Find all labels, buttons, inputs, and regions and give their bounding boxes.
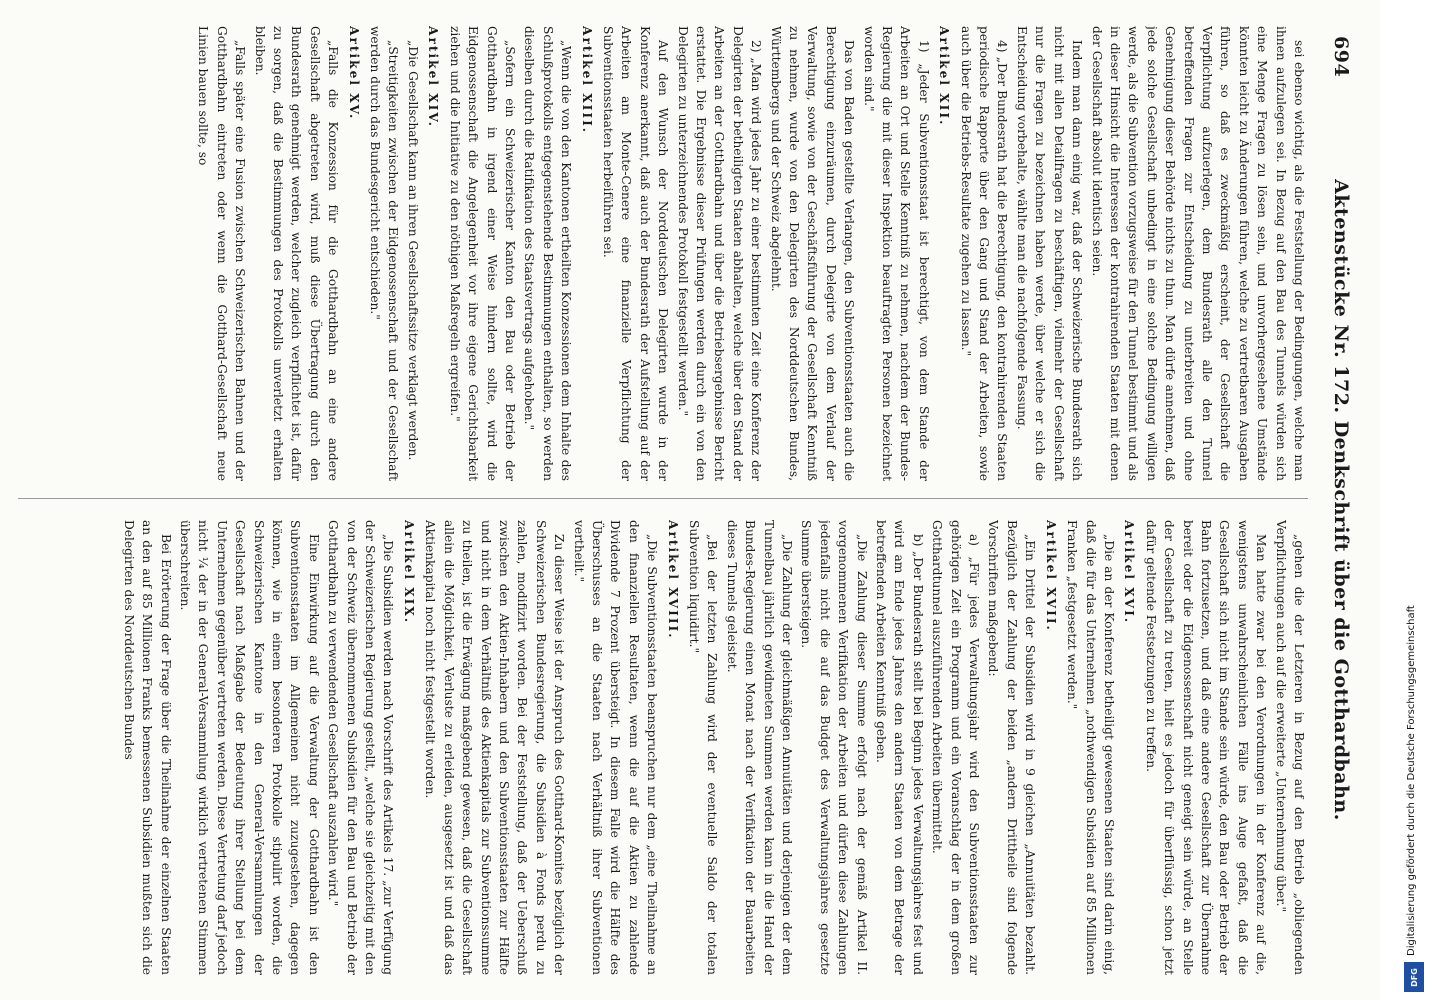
paragraph: Eine Einwirkung auf die Verwaltung der Gotthardbahn ist den Subventionsstaaten im Allgemeinen nicht zuzugestehen, dagegen können, wie in einem besonderen Protokolle stipulirt worden, die Schweizerischen Kantone in den General-Versammlungen der Gesellschaft nach Maßgabe der Bedeutung ihrer Stellung bei dem Unternehmen gegenüber vertreten werden. Diese Vertretung darf jedoch nicht ¼ der in der General-Versammlung wirklich vertretenen Stimmen überschreiten. <box>178 520 321 975</box>
article-heading: Artikel XVIII. <box>665 520 680 640</box>
article-heading: Artikel XIV. <box>426 26 441 128</box>
paragraph: Bei Erörterung der Frage über die Theilnahme der einzelnen Staaten an den auf 85 Millionen Franks bemessenen Subsidien mußten sich die Delegirten des Norddeutschen Bundes <box>121 520 173 975</box>
paragraph: „Wenn die von den Kantonen ertheilten Konzessionen dem Inhalte des Schlußprotokolls entgegenstehende Bestimmungen enthalten, so werden dieselben durch die Ratifikation des Staatsvertrags aufgehoben." <box>522 26 574 481</box>
paragraph: 4) „Der Bundesrath hat die Berechtigung, den kontrahirenden Staaten periodische Rapporte über den Gang und Stand der Arbeiten, sowie auch über die Betriebs-Resultate zugehen zu lassen." <box>958 26 1010 481</box>
paragraph: 1) „Jeder Subventionsstaat ist berechtigt, von dem Stande der Arbeiten an Ort und Stelle Kenntniß zu nehmen, nachdem der Bundes-Regierung die mit dieser Inspektion beauftragten Personen bezeichnet worden sind." <box>861 26 931 481</box>
paragraph: „Die Gesellschaft kann an ihren Gesellschaftssitze verklagt werden. <box>405 40 420 461</box>
paragraph: „Streitigkeiten zwischen der Eidgenossenschaft und der Gesellschaft werden durch das Bundesgericht entschieden." <box>368 26 401 481</box>
paragraph: „Falls später eine Fusion zwischen Schweizerischen Bahnen und der Gotthardbahn eintreten oder wenn die Gotthard-Gesellschaft neue Linien bauen sollte, so <box>196 26 248 481</box>
paragraph: „Sofern ein Schweizerischer Kanton den Bau oder Betrieb der Gotthardbahn in irgend einer Weise hindern sollte, wird die Eidgenossenschaft die Angelegenheit vor ihre eigene Gerichtsbarkeit ziehen und die Initiative zu den nöthigen Maßregeln ergreifen." <box>447 26 517 481</box>
left-column <box>18 26 1308 481</box>
paragraph: Indem man dann einig war, daß der Schweizerische Bundesrath sich nicht mit allen Detailfragen zu beschäftigen, vielmehr der Gesellschaft nur die Fragen zu bezeichnen haben werde, über welche er sich die Entscheidung vorbehalte, wählte man die nachfolgende Fassung. <box>1014 26 1085 481</box>
paragraph: Man hatte zwar bei den Verordnungen in der Konferenz auf die, wenigstens unwahrscheinlichen Fälle ins Auge gefaßt, daß die Gesellschaft sich nicht im Stande sein würde, den Bau oder Betrieb der Bahn fortzusetzen, und daß eine andere Gesellschaft zur Übernahme bereit oder die Eidgenossenschaft nicht geneigt sein würde, an Stelle der Gesellschaft zu treten, hielt es jedoch für überflüssig, schon jetzt dafür geltende Festsetzungen zu treffen. <box>1143 520 1269 975</box>
paragraph: „Die Zahlung der gleichmäßigen Annuitäten und derjenigen der dem Tunnelbau jährlich gewidmeten Summen werden kann in die Hand der Bundes-Regierung einen Monat nach der Verifikation der Bauarbeiten dieses Tunnels geleistet. <box>724 520 795 975</box>
page-title: Aktenstücke Nr. 172. Denkschrift über die Gotthardbahn. <box>1330 179 1352 821</box>
paragraph: „Falls die Konzession für die Gotthardbahn an eine andere Gesellschaft abgetreten wird, muß diese Übertragung durch den Bundesrath genehmigt werden, welcher zugleich verpflichtet ist, dafür zu sorgen, daß die Bestimmungen des Protokolls unverletzt erhalten bleiben. <box>252 26 341 481</box>
dfg-logo-text: DFG <box>1409 967 1419 987</box>
paragraph: Das von Baden gestellte Verlangen, den Subventionsstaaten auch die Berechtigung einzuräumen, durch Delegirte von dem Verlauf der Verwaltung, sowie von der Geschäftsführung der Gesellschaft Kenntniß zu nehmen, wurde von den Delegirten des Norddeutschen Bundes, Württembergs und der Schweiz abgelehnt. <box>768 26 857 481</box>
page-header <box>1322 36 1356 964</box>
paragraph: Zu dieser Weise ist der Anspruch des Gotthard-Komites bezüglich der Schweizerischen Bundesregierung, die Subsidien à Fonds perdu zu zahlen, modifizirt worden. Bei der Feststellung, daß der Ueberschuß zwischen den Aktien-Inhabern und den Subventionsstaaten zur Hälfte und nicht in dem Verhältniß des Aktienkapitals zur Subventionssumme zu theilen, ist die Erwägung maßgebend gewesen, daß die Gesellschaft allein die Möglichkeit, Verluste zu erleiden, ausgesetzt ist und daß das Aktienkapital noch nicht festgestellt worden. <box>423 520 567 975</box>
paragraph: 2) „Man wird jedes Jahr zu einer bestimmten Zeit eine Konferenz der Delegirten der betheiligten Staaten abhalten, welche über den Stand der Arbeiten an der Gotthardbahn und über die Betriebsergebnisse Bericht erstattet. Die Ergebnisse dieser Prüfungen werden durch ein von den Delegirten zu unterzeichnendes Protokoll festgestellt werden." <box>675 26 764 481</box>
column-divider <box>18 498 1308 499</box>
paragraph: Auf den Wunsch der Norddeutschen Delegirten wurde in der Konferenz anerkannt, daß auch der Bundesrath der Aufstellung auf der Arbeiten am Monte-Cenere eine finanzielle Verpflichtung der Subventionsstaaten herbeiführen sei. <box>600 26 671 481</box>
digitization-footer <box>1392 0 1432 1000</box>
article-heading: Artikel XIX. <box>401 520 416 625</box>
paragraph: „Die Subsidien werden nach Vorschrift des Artikels 17. „zur Verfügung der Schweizerischen Regierung gestellt, „welche sie gleichzeitig mit den von der Schweiz übernommenen Subsidien für den Bau und Betrieb der Gotthardbahn zu verwendenden Gesellschaft auszahlen wird." <box>326 520 396 975</box>
paragraph: „Bei der letzten Zahlung wird der eventuelle Saldo der totalen Subvention liquidirt." <box>687 520 720 975</box>
paragraph: b) „Der Bundesrath stellt bei Beginn jedes Verwaltungsjahres fest und wird am Ende jedes Jahres den andern Staaten von dem Betrage der betreffenden Arbeiten Kenntniß geben. <box>874 520 925 975</box>
article-heading: Artikel XVI. <box>1122 520 1137 625</box>
paragraph: „Die an der Konferenz betheiligt gewesenen Staaten sind darin einig, daß die für das Unternehmen „nothwendigen Subsidien auf 85 Millionen Franken „festgesetzt werden." <box>1065 520 1116 975</box>
footer-credit: Digitalisierung gefördert durch die Deutsche Forschungsgemeinschaft <box>1406 605 1417 956</box>
article-heading: Artikel XVII. <box>1043 520 1058 632</box>
article-heading: Artikel XV. <box>346 26 361 121</box>
paragraph: „gehen die der Letzteren in Bezug auf den Betrieb „obliegenden Verpflichtungen auch auf die erweiterte „Unternehmung über." <box>1273 520 1306 975</box>
dfg-logo-icon <box>1404 962 1424 992</box>
article-heading: Artikel XIII. <box>579 26 594 135</box>
right-column <box>18 520 1308 975</box>
paragraph: a) „Für jedes Verwaltungsjahr wird den Subventionsstaaten zur gehörigen Zeit ein Programm und ein Voranschlag der in dem großen Gotthardtunnel auszuführenden Arbeiten übermittelt. <box>930 520 982 975</box>
article-heading: Artikel XII. <box>937 26 952 127</box>
paragraph: „Die Subventionsstaaten beanspruchen nur dem „eine Theilnahme an den finanziellen Resultaten, wenn die auf die Aktien zu zahlende Dividende 7 Prozent übersteigt. In diesem Falle wird die Hälfte des Überschusses an die Staaten nach Verhältniß ihrer Subventionen vertheilt." <box>571 520 660 975</box>
page-number: 694 <box>1330 36 1352 78</box>
paragraph: „Ein Drittel der Subsidien wird in 9 gleichen „Annuitäten bezahlt. Bezüglich der Zahlung der beiden „andern Drittheile sind folgende Vorschriften maßgebend: <box>986 520 1038 975</box>
paragraph: sei ebenso wichtig, als die Feststellung der Bedingungen, welche man ihnen aufzulegen sei. In Bezug auf den Bau des Tunnels würden sich eine Menge Fragen zu lösen sein, und unvorhergesehene Umstände könnten leicht zu Änderungen führen, welche zu vertretbaren Ausgaben führen, so daß es zweckmäßig erscheint, der Gesellschaft die Verpflichtung aufzuerlegen, dem Bundesrath alle den Tunnel betreffenden Fragen zur Entscheidung zu unterbreiten und ohne Genehmigung dieser Behörde nichts zu thun. Man dürfe annehmen, daß jede solche Gesellschaft unbedingt in eine solche Bedingung willigen werde, als die Subvention vorzugsweise für den Tunnel bestimmt und als in dieser Hinsicht die Interessen der kontrahirenden Staaten mit denen der Gesellschaft absolut identisch seien. <box>1089 26 1306 481</box>
paragraph: „Die Zahlung dieser Summe erfolgt nach der gemäß Artikel II. vorgenommenen Verifikation der Arbeiten und dürfen diese Zahlungen jedenfalls nicht die auf das Budget des Verwaltungsjahres gesetzte Summe übersteigen. <box>799 520 869 975</box>
